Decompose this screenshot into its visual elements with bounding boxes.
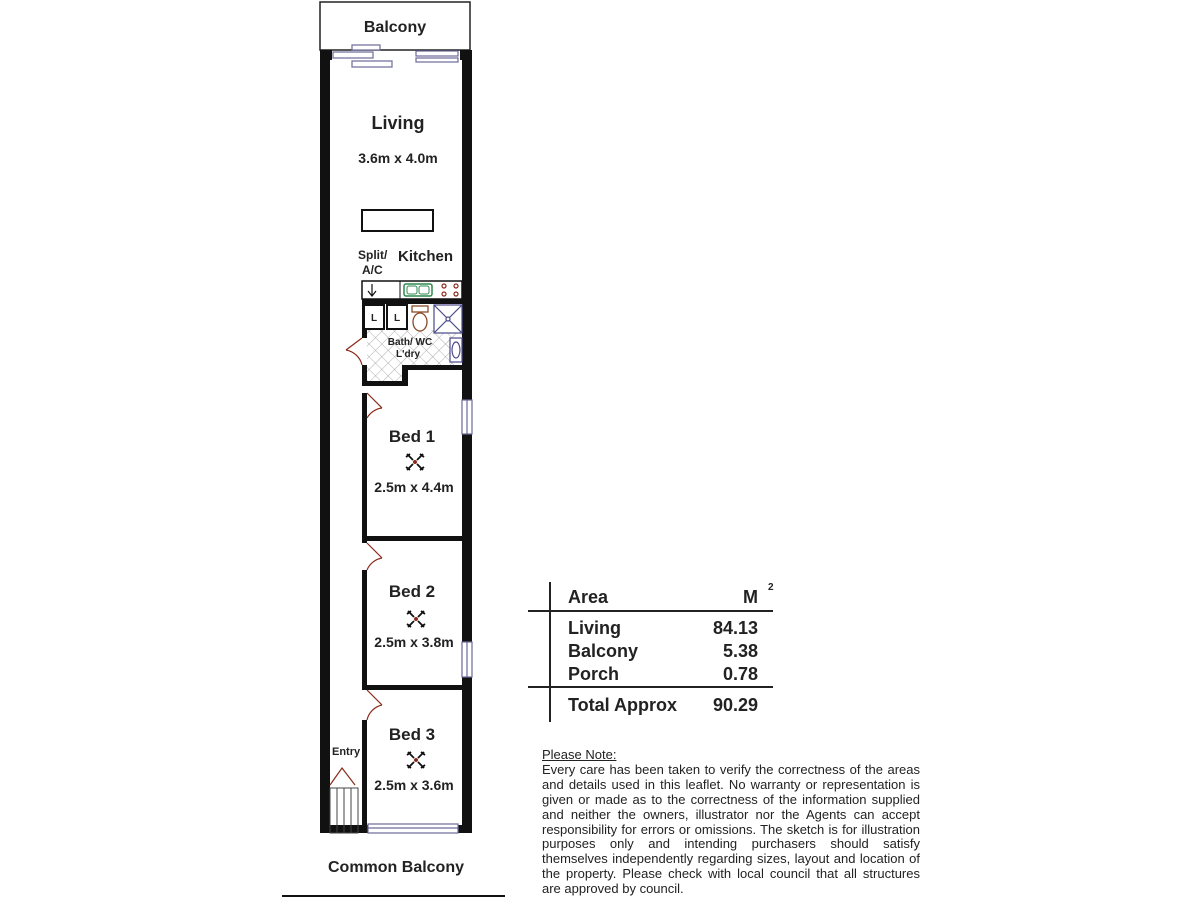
toilet-icon <box>412 306 428 331</box>
disclaimer-title: Please Note: <box>542 747 617 762</box>
bed3-dimensions: 2.5m x 3.6m <box>374 777 454 793</box>
area-row-label: Living <box>568 618 621 638</box>
area-row-label: Porch <box>568 664 620 684</box>
bath-label-1: Bath/ WC <box>387 337 433 348</box>
split-ac-label-2: A/C <box>362 263 383 277</box>
area-row-value: 5.38 <box>722 641 758 661</box>
living-label: Living <box>371 113 425 133</box>
disclaimer <box>542 748 920 897</box>
kitchen-label: Kitchen <box>398 248 454 265</box>
ceiling-fan-icon <box>407 752 425 768</box>
bath-label-2: L'dry <box>395 349 421 360</box>
area-row-value: 0.78 <box>722 664 758 684</box>
bed2-dimensions: 2.5m x 3.8m <box>374 634 454 650</box>
bed3-door <box>367 690 382 720</box>
bathroom-door <box>346 338 362 365</box>
disclaimer-body: Every care has been taken to verify the correctness of the areas and details used in this leaflet. No warranty or representation is given or made as to the correctness of the information supplied and neither the owners, illustrator nor the Agents can accept responsibility for errors or omissions. The sketch is for illustration purposes only and intending purchasers should satisfy themselves independently regarding sizes, layout and location of the property. Please check with local council that all structures are approved by council. <box>542 761 920 897</box>
bed2-label: Bed 2 <box>388 582 436 601</box>
kitchen-bench <box>362 281 462 299</box>
entry-label: Entry <box>332 746 361 758</box>
area-header-unit: M <box>743 587 758 607</box>
living-dimensions: 3.6m x 4.0m <box>358 150 438 166</box>
entry-door <box>330 768 355 785</box>
basin-icon <box>450 338 462 362</box>
common-balcony-label: Common Balcony <box>327 859 465 876</box>
ceiling-fan-icon <box>406 454 424 470</box>
balcony-label: Balcony <box>363 19 427 36</box>
area-table-total-rule <box>528 686 773 688</box>
area-header-label: Area <box>568 587 609 607</box>
bed2-door <box>367 543 382 570</box>
area-table <box>528 582 778 722</box>
common-balcony-line <box>282 895 505 897</box>
bed3-label: Bed 3 <box>388 725 436 744</box>
area-table-header-rule <box>528 610 773 612</box>
bed1-label: Bed 1 <box>388 427 436 446</box>
area-table-vline <box>549 582 551 722</box>
area-header-sup: 2 <box>768 582 774 593</box>
area-total-label: Total Approx <box>568 695 677 715</box>
shower-icon <box>434 305 462 333</box>
bed1-door <box>367 393 382 418</box>
bed1-dimensions: 2.5m x 4.4m <box>374 479 454 495</box>
linen-label-2: L <box>393 313 401 324</box>
split-ac-label-1: Split/ <box>358 248 388 262</box>
area-row-value: 84.13 <box>712 618 758 638</box>
area-row-label: Balcony <box>568 641 639 661</box>
bed3-window <box>368 824 458 833</box>
area-total-value: 90.29 <box>712 695 758 715</box>
balcony-sliding-door <box>333 45 458 67</box>
ceiling-fan-icon <box>407 611 425 627</box>
split-ac-unit <box>362 210 433 231</box>
linen-label-1: L <box>370 313 378 324</box>
